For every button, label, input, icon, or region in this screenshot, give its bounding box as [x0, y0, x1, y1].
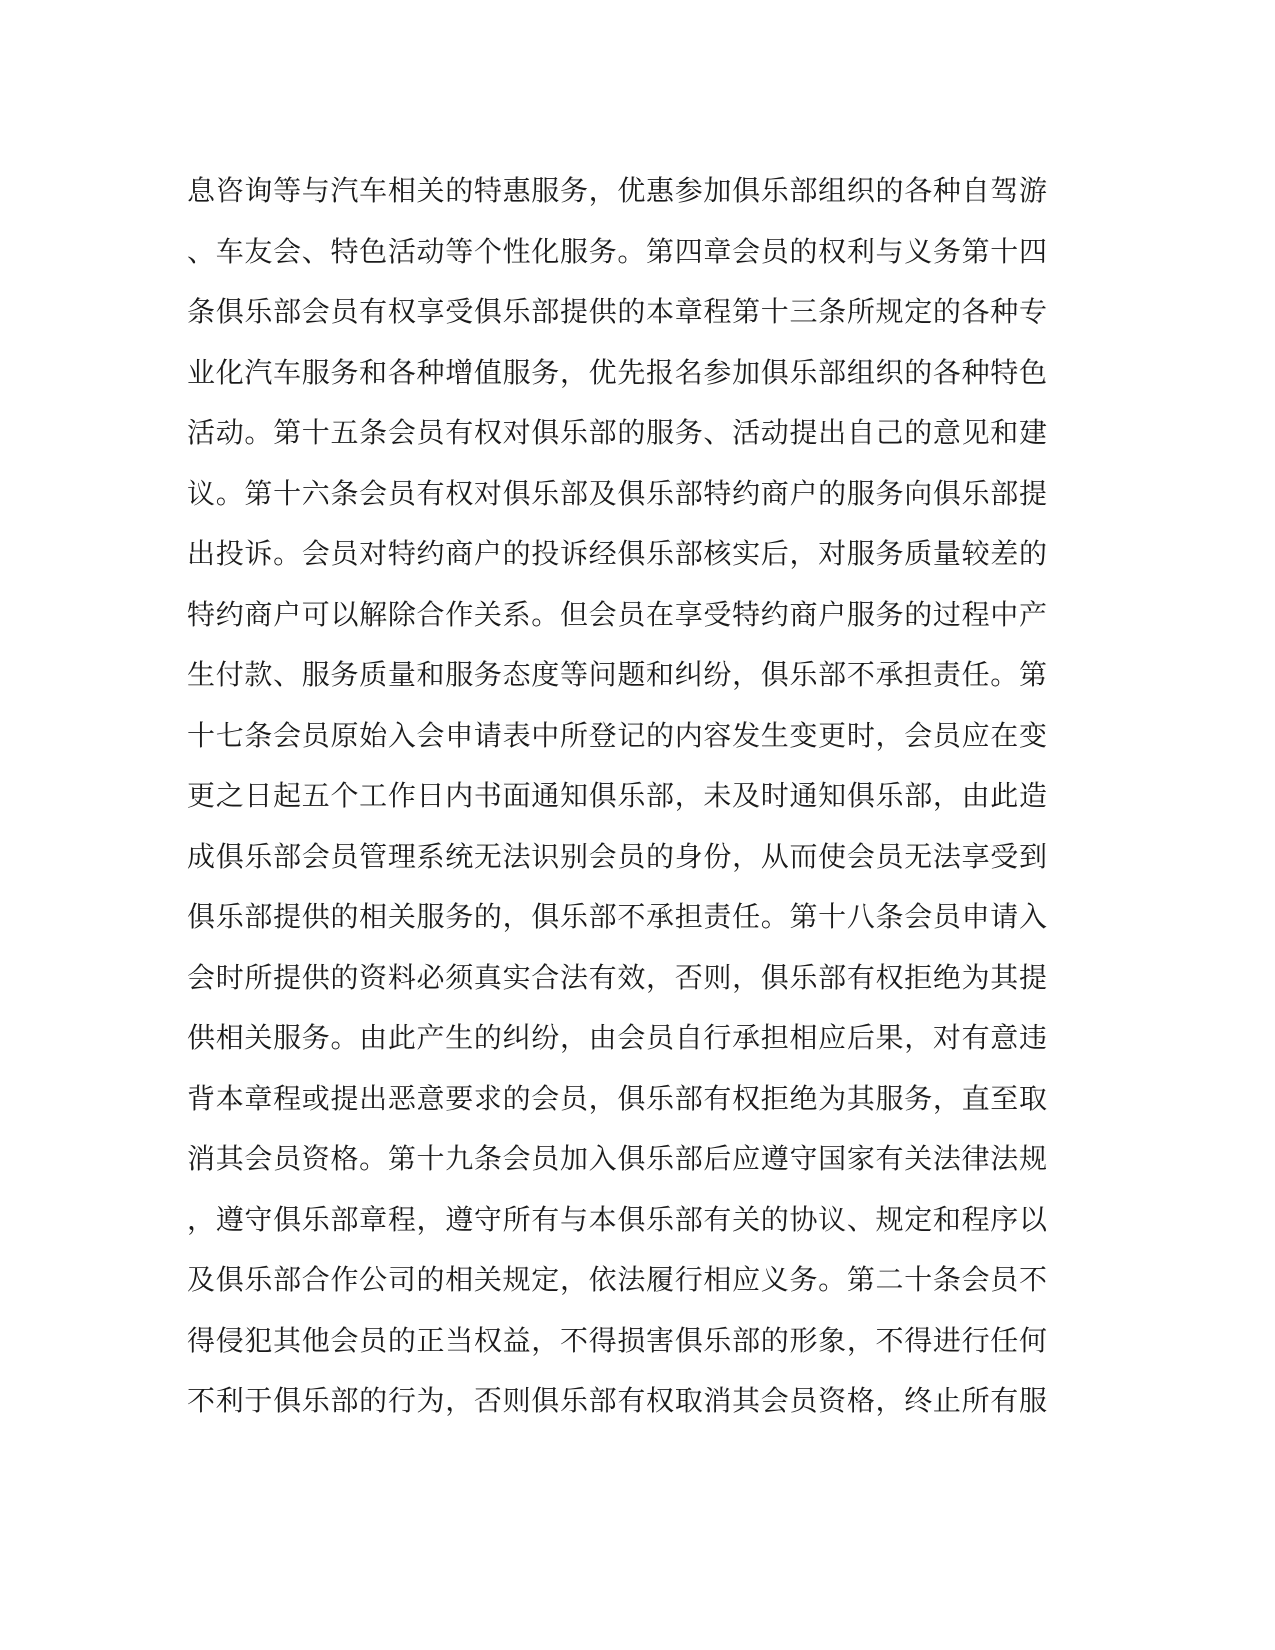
text-line-9: 生付款、服务质量和服务态度等问题和纠纷，俱乐部不承担责任。第 [187, 658, 1047, 691]
text-line-21: 不利于俱乐部的行为，否则俱乐部有权取消其会员资格，终止所有服 [187, 1384, 1047, 1417]
text-line-19: 及俱乐部合作公司的相关规定，依法履行相应义务。第二十条会员不 [187, 1263, 1047, 1296]
text-line-16: 背本章程或提出恶意要求的会员，俱乐部有权拒绝为其服务，直至取 [187, 1081, 1047, 1115]
text-line-5: 活动。第十五条会员有权对俱乐部的服务、活动提出自己的意见和建 [187, 416, 1047, 449]
text-line-17: 消其会员资格。第十九条会员加入俱乐部后应遵守国家有关法律法规 [187, 1142, 1047, 1175]
text-line-6: 议。第十六条会员有权对俱乐部及俱乐部特约商户的服务向俱乐部提 [187, 476, 1047, 510]
text-line-2: 、车友会、特色活动等个性化服务。第四章会员的权利与义务第十四 [187, 234, 1047, 268]
text-line-14: 会时所提供的资料必须真实合法有效，否则，俱乐部有权拒绝为其提 [187, 960, 1047, 994]
text-line-13: 俱乐部提供的相关服务的，俱乐部不承担责任。第十八条会员申请入 [187, 900, 1047, 933]
text-line-20: 得侵犯其他会员的正当权益，不得损害俱乐部的形象，不得进行任何 [187, 1323, 1047, 1357]
text-line-15: 供相关服务。由此产生的纠纷，由会员自行承担相应后果，对有意违 [187, 1021, 1047, 1054]
body-text [187, 161, 1047, 1432]
text-line-1: 息咨询等与汽车相关的特惠服务，优惠参加俱乐部组织的各种自驾游 [187, 174, 1047, 207]
text-line-10: 十七条会员原始入会申请表中所登记的内容发生变更时，会员应在变 [187, 718, 1047, 752]
text-line-8: 特约商户可以解除合作关系。但会员在享受特约商户服务的过程中产 [187, 597, 1047, 631]
text-line-4: 业化汽车服务和各种增值服务，优先报名参加俱乐部组织的各种特色 [187, 355, 1047, 389]
text-line-18: ，遵守俱乐部章程，遵守所有与本俱乐部有关的协议、规定和程序以 [187, 1202, 1047, 1236]
text-line-12: 成俱乐部会员管理系统无法识别会员的身份，从而使会员无法享受到 [187, 839, 1047, 873]
text-line-3: 条俱乐部会员有权享受俱乐部提供的本章程第十三条所规定的各种专 [187, 295, 1047, 328]
text-line-11: 更之日起五个工作日内书面通知俱乐部，未及时通知俱乐部，由此造 [187, 779, 1047, 812]
text-line-7: 出投诉。会员对特约商户的投诉经俱乐部核实后，对服务质量较差的 [187, 537, 1047, 570]
